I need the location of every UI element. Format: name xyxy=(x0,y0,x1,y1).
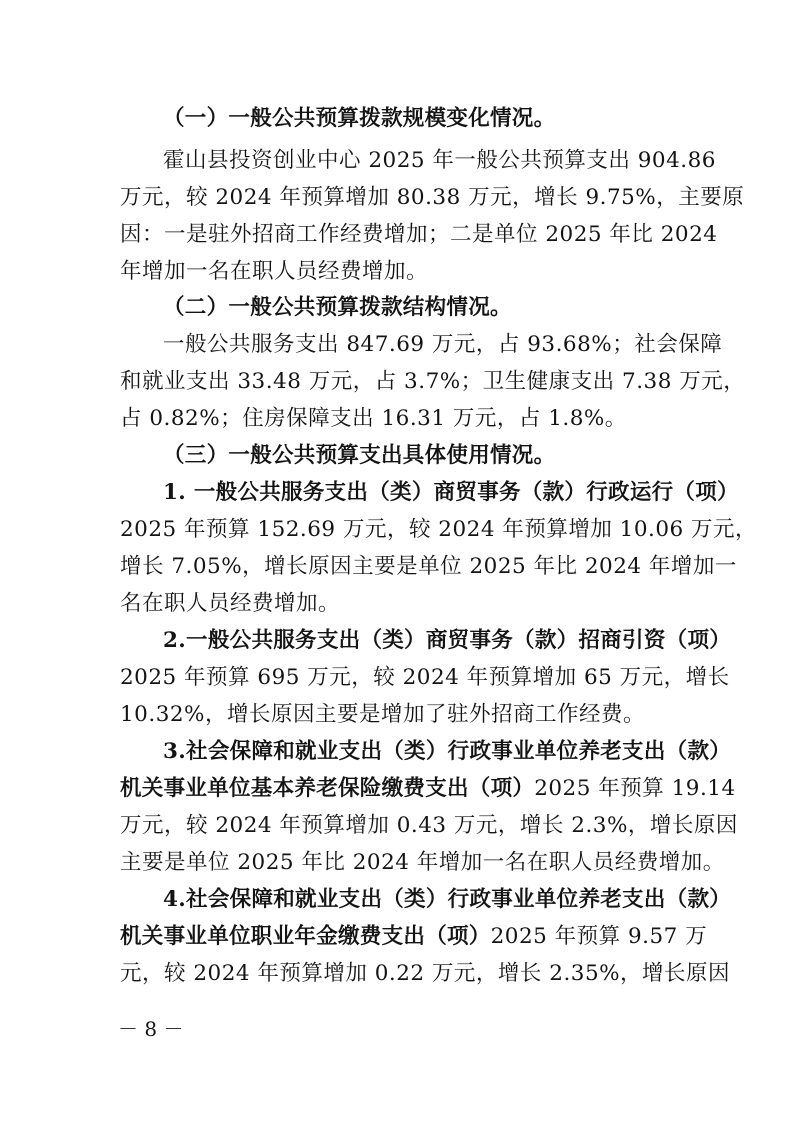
paragraph-line: 增长 7.05%，增长原因主要是单位 2025 年比 2024 年增加一 xyxy=(120,554,737,579)
paragraph-line: 和就业支出 33.48 万元，占 3.7%；卫生健康支出 7.38 万元， xyxy=(120,369,746,394)
paragraph-line-mixed xyxy=(120,774,736,804)
item-heading-1: 1. 一般公共服务支出（类）商贸事务（款）行政运行（项） xyxy=(163,480,739,505)
paragraph-line: 万元，较 2024 年预算增加 80.38 万元，增长 9.75%，主要原 xyxy=(120,185,745,210)
section-heading-1: （一）一般公共预算拨款规模变化情况。 xyxy=(163,106,556,131)
paragraph-line: 万元，较 2024 年预算增加 0.43 万元，增长 2.3%，增长原因 xyxy=(120,813,738,838)
paragraph-line: 10.32%，增长原因主要是增加了驻外招商工作经费。 xyxy=(120,702,645,727)
paragraph-line: 主要是单位 2025 年比 2024 年增加一名在职人员经费增加。 xyxy=(120,850,725,875)
item-heading-3-continued: 机关事业单位基本养老保险缴费支出（项） xyxy=(120,776,535,801)
paragraph-text: 2025 年预算 9.57 万 xyxy=(490,924,708,949)
paragraph-line: 霍山县投资创业中心 2025 年一般公共预算支出 904.86 xyxy=(163,148,716,173)
paragraph-line-mixed xyxy=(120,922,708,952)
item-heading-4: 4.社会保障和就业支出（类）行政事业单位养老支出（款） xyxy=(163,887,732,912)
section-heading-2: （二）一般公共预算拨款结构情况。 xyxy=(163,295,512,320)
section-heading-3: （三）一般公共预算支出具体使用情况。 xyxy=(163,443,556,468)
item-heading-3: 3.社会保障和就业支出（类）行政事业单位养老支出（款） xyxy=(163,739,732,764)
page-number: － 8 － xyxy=(118,1017,184,1041)
paragraph-line: 年增加一名在职人员经费增加。 xyxy=(120,259,429,284)
paragraph-line: 因：一是驻外招商工作经费增加；二是单位 2025 年比 2024 xyxy=(120,222,718,247)
paragraph-line: 2025 年预算 695 万元，较 2024 年预算增加 65 万元，增长 xyxy=(120,665,730,690)
item-heading-4-continued: 机关事业单位职业年金缴费支出（项） xyxy=(120,924,491,949)
paragraph-line: 元，较 2024 年预算增加 0.22 万元，增长 2.35%，增长原因 xyxy=(120,961,731,986)
paragraph-line: 名在职人员经费增加。 xyxy=(120,591,341,616)
paragraph-line: 2025 年预算 152.69 万元，较 2024 年预算增加 10.06 万元， xyxy=(120,517,758,542)
paragraph-line: 占 0.82%；住房保障支出 16.31 万元，占 1.8%。 xyxy=(120,406,627,431)
paragraph-line: 一般公共服务支出 847.69 万元，占 93.68%；社会保障 xyxy=(163,332,723,357)
paragraph-text: 2025 年预算 19.14 xyxy=(534,776,736,801)
item-heading-2: 2.一般公共服务支出（类）商贸事务（款）招商引资（项） xyxy=(163,628,732,653)
